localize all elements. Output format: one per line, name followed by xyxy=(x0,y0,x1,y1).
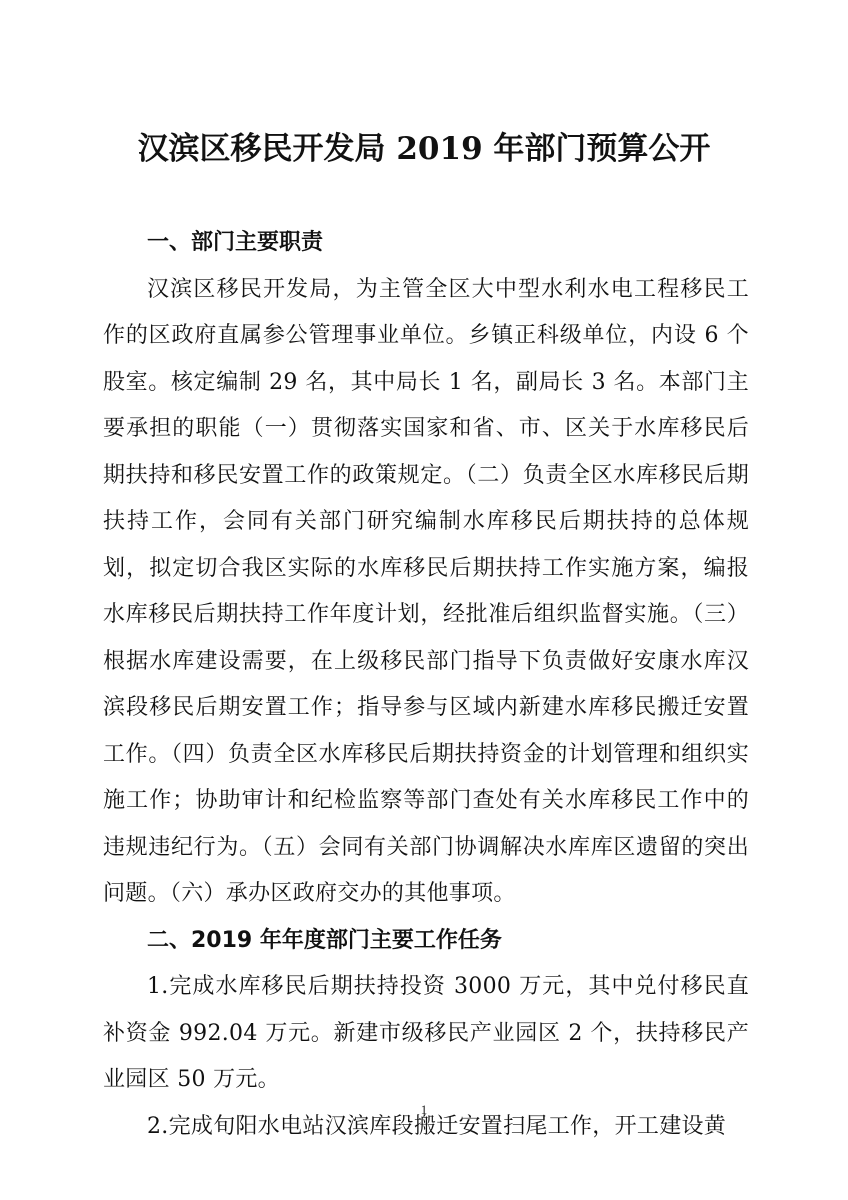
task-paragraph-1: 1.完成水库移民后期扶持投资 3000 万元，其中兑付移民直补资金 992.04 万元。新建市级移民产业园区 2 个，扶持移民产业园区 50 万元。 xyxy=(103,974,749,1092)
duties-paragraph: 汉滨区移民开发局，为主管全区大中型水利水电工程移民工作的区政府直属参公管理事业单位。乡镇正科级单位，内设 6 个股室。核定编制 29 名，其中局长 1 名，副局长 3 名。本部门主要承担的职能（一）贯彻落实国家和省、市、区关于水库移民后期扶持和移民安置工作的政策规定。（二）负责全区水库移民后期扶持工作，会同有关部门研究编制水库移民后期扶持的总体规划，拟定切合我区实际的水库移民后期扶持工作实施方案，编报水库移民后期扶持工作年度计划，经批准后组织监督实施。（三）根据水库建设需要，在上级移民部门指导下负责做好安康水库汉滨段移民后期安置工作；指导参与区域内新建水库移民搬迁安置工作。（四）负责全区水库移民后期扶持资金的计划管理和组织实施工作；协助审计和纪检监察等部门查处有关水库移民工作中的违规违纪行为。（五）会同有关部门协调解决水库库区遗留的突出问题。（六）承办区政府交办的其他事项。 xyxy=(103,276,749,906)
section-heading-duties: 一、部门主要职责 xyxy=(147,230,324,255)
task-paragraph-2: 2.完成旬阳水电站汉滨库段搬迁安置扫尾工作，开工建设黄 xyxy=(147,1113,727,1139)
document-title: 汉滨区移民开发局 2019 年部门预算公开 xyxy=(137,131,711,167)
section-heading-tasks: 二、2019 年年度部门主要工作任务 xyxy=(147,927,502,953)
page-number: 1 xyxy=(420,1102,428,1117)
section-duties xyxy=(103,220,749,918)
document-body xyxy=(103,220,749,1150)
